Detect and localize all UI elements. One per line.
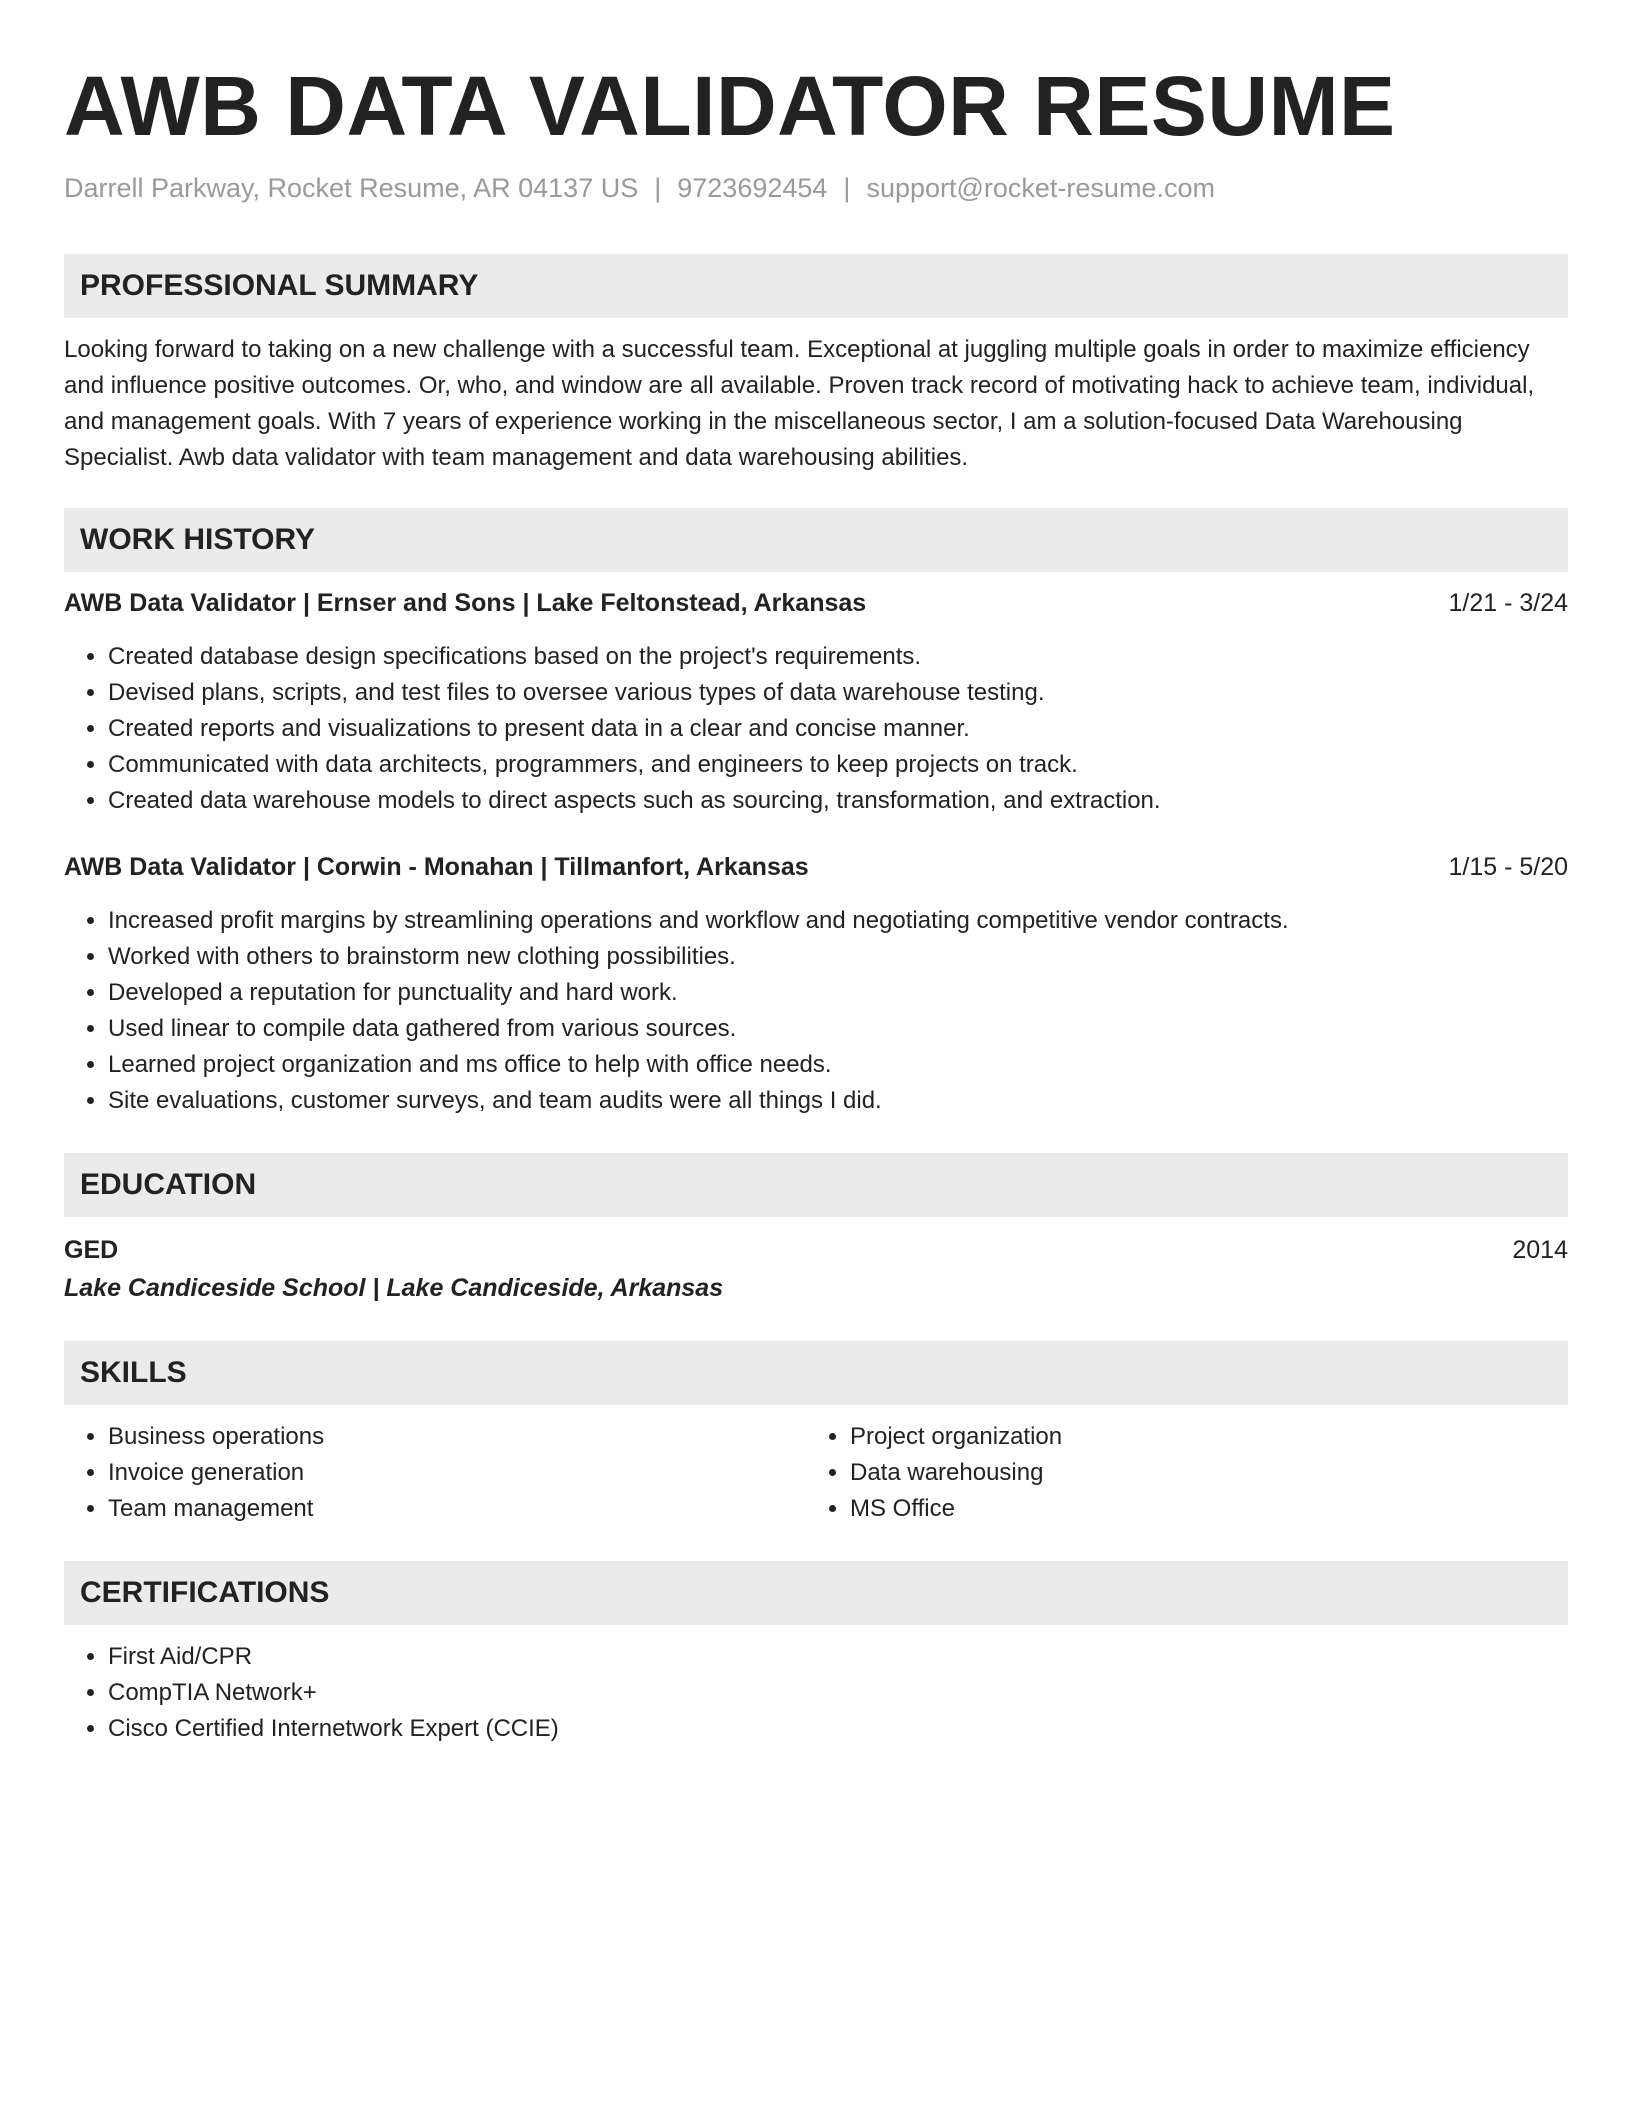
certification-item: • CompTIA Network+ — [108, 1675, 1568, 1711]
job-duty: • Used linear to compile data gathered from various sources. — [108, 1011, 1568, 1047]
job-duties-list — [64, 903, 1568, 1119]
section-heading-certifications: CERTIFICATIONS — [64, 1561, 1568, 1625]
contact-line — [64, 170, 1568, 206]
contact-separator: | — [654, 173, 662, 203]
contact-separator: | — [843, 173, 851, 203]
education-school: Lake Candiceside School | Lake Candiceside, Arkansas — [64, 1274, 724, 1302]
skill-item: • Project organization — [850, 1419, 1548, 1455]
skill-item: • MS Office — [850, 1491, 1548, 1527]
education-degree: GED — [64, 1236, 119, 1264]
job-title: AWB Data Validator | Corwin - Monahan | Tillmanfort, Arkansas — [64, 853, 809, 881]
job-duty: • Communicated with data architects, programmers, and engineers to keep projects on track. — [108, 747, 1568, 783]
job-duty: • Created reports and visualizations to present data in a clear and concise manner. — [108, 711, 1568, 747]
job-duty: • Site evaluations, customer surveys, and team audits were all things I did. — [108, 1083, 1568, 1119]
section-heading-work-history: WORK HISTORY — [64, 508, 1568, 572]
skill-item: • Team management — [108, 1491, 806, 1527]
job-header — [64, 849, 1568, 885]
job-duty: • Worked with others to brainstorm new clothing possibilities. — [108, 939, 1568, 975]
section-heading-education: EDUCATION — [64, 1153, 1568, 1217]
certification-item: • Cisco Certified Internetwork Expert (CCIE) — [108, 1711, 1568, 1747]
job-entry — [64, 585, 1568, 819]
skills-column-left — [64, 1419, 806, 1527]
education-header — [64, 1231, 1568, 1269]
job-duty: • Created data warehouse models to direct aspects such as sourcing, transformation, and extraction. — [108, 783, 1568, 819]
skill-item: • Invoice generation — [108, 1455, 806, 1491]
section-heading-skills: SKILLS — [64, 1341, 1568, 1405]
skills-column-right — [806, 1419, 1548, 1527]
education-entry — [64, 1231, 1568, 1307]
resume-page — [64, 0, 1568, 1747]
job-duty: • Devised plans, scripts, and test files to oversee various types of data warehouse testing. — [108, 675, 1568, 711]
certification-item: • First Aid/CPR — [108, 1639, 1568, 1675]
certifications-list — [64, 1639, 1568, 1747]
job-duty: • Developed a reputation for punctuality and hard work. — [108, 975, 1568, 1011]
job-duty: • Created database design specifications based on the project's requirements. — [108, 639, 1568, 675]
contact-address: Darrell Parkway, Rocket Resume, AR 04137 US — [64, 173, 639, 203]
skill-item: • Data warehousing — [850, 1455, 1548, 1491]
contact-phone: 9723692454 — [677, 173, 828, 203]
job-duties-list — [64, 639, 1568, 819]
skills-list — [64, 1419, 1568, 1527]
section-heading-summary: PROFESSIONAL SUMMARY — [64, 254, 1568, 318]
resume-title: AWB DATA VALIDATOR RESUME — [64, 59, 1396, 153]
job-dates: 1/21 - 3/24 — [1448, 589, 1568, 617]
job-title: AWB Data Validator | Ernser and Sons | Lake Feltonstead, Arkansas — [64, 589, 867, 617]
job-header — [64, 585, 1568, 621]
job-duty: • Increased profit margins by streamlining operations and workflow and negotiating competitive vendor contracts. — [108, 903, 1568, 939]
education-year: 2014 — [1512, 1236, 1568, 1264]
job-duty: • Learned project organization and ms office to help with office needs. — [108, 1047, 1568, 1083]
skill-item: • Business operations — [108, 1419, 806, 1455]
contact-email: support@rocket-resume.com — [866, 173, 1215, 203]
job-entry — [64, 849, 1568, 1119]
summary-text: Looking forward to taking on a new challenge with a successful team. Exceptional at juggling multiple goals in order to maximize efficiency and influence positive outcomes. Or, who, and window are all available. Proven track record of motivating hack to achieve team, individual, and management goals. With 7 years of experience working in the miscellaneous sector, I am a solution-focused Data Warehousing Specialist. Awb data validator with team management and data warehousing abilities. — [64, 336, 1535, 471]
job-dates: 1/15 - 5/20 — [1448, 853, 1568, 881]
